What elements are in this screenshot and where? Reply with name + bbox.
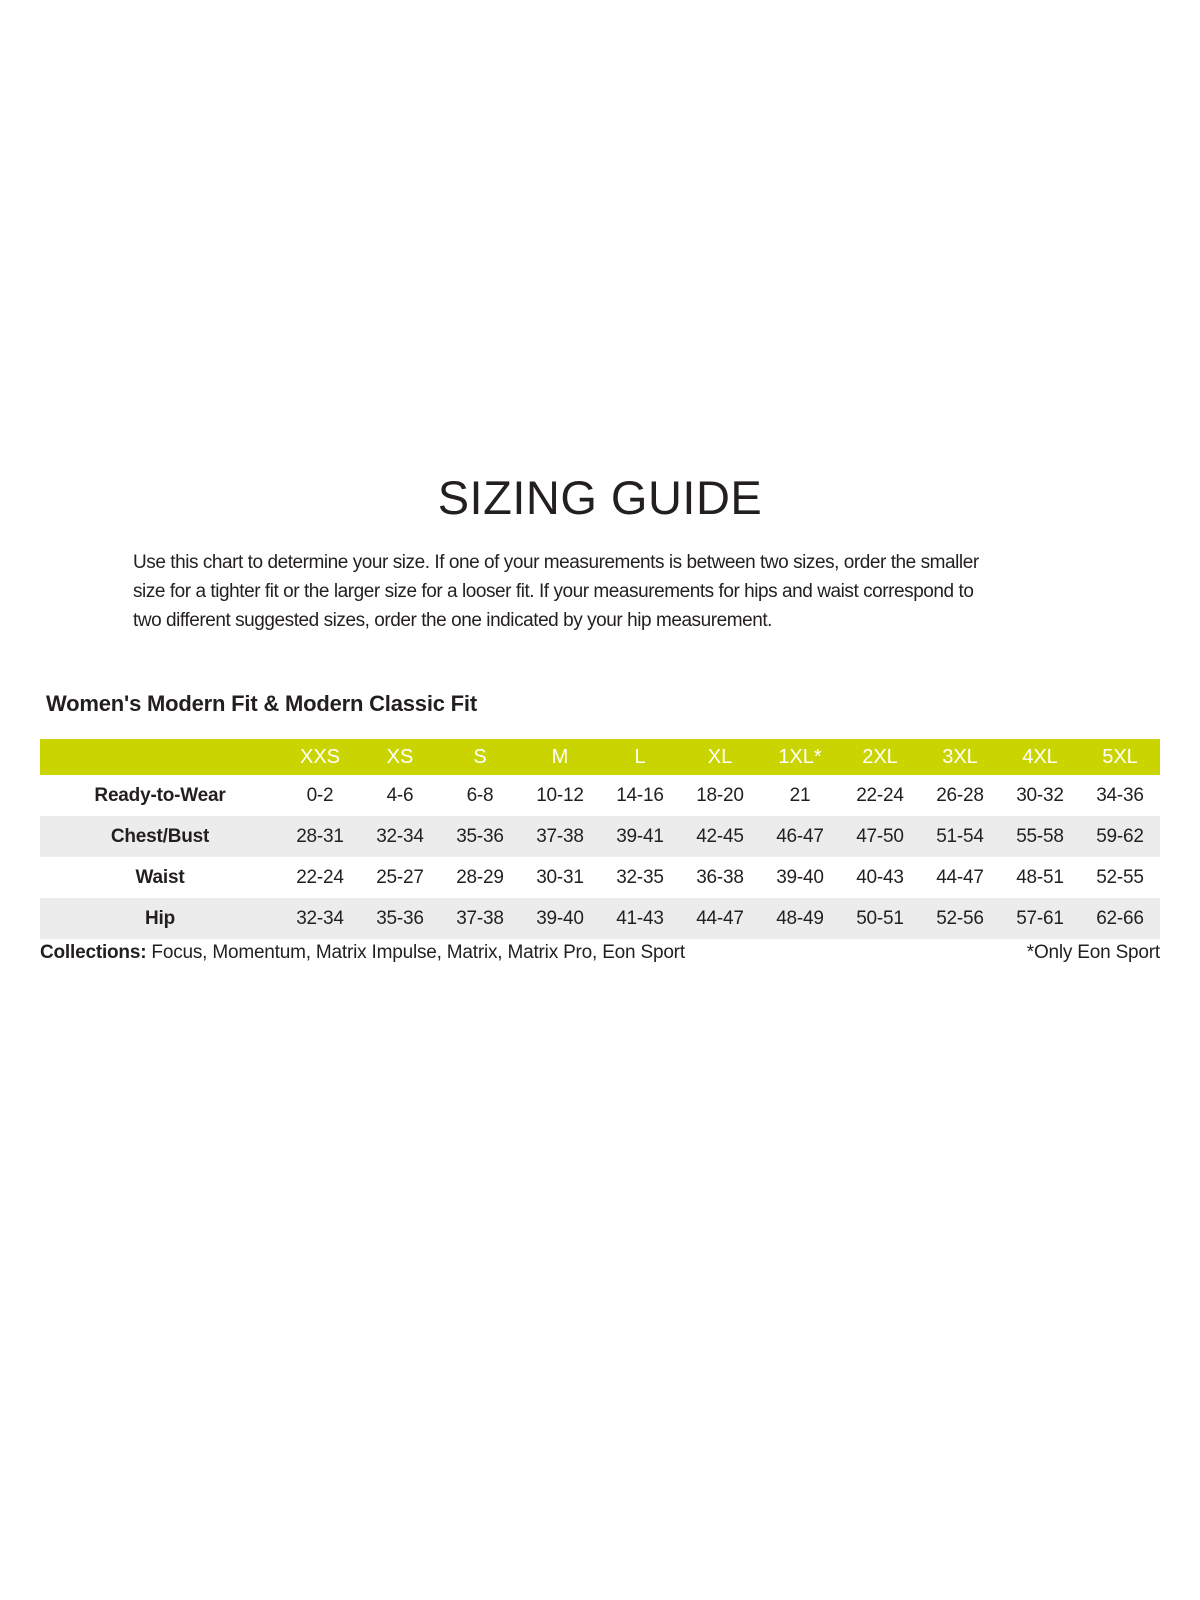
intro-line: size for a tighter fit or the larger size for a looser fit. If your measurements for hips and waist correspond to [133,581,974,602]
intro-line: Use this chart to determine your size. If one of your measurements is between two sizes, order the smaller [133,552,979,573]
size-cell: 34-36 [1096,784,1144,806]
row-label: Waist [135,866,185,888]
size-column-header: XL [680,739,760,775]
size-cell: 14-16 [616,784,664,806]
size-cell: 39-40 [776,866,824,888]
size-cell: 6-8 [466,784,494,806]
page-title: SIZING GUIDE [437,471,763,524]
size-cell: 62-66 [1080,898,1160,939]
size-cell: 21 [789,784,811,806]
size-cell: 28-29 [456,866,504,888]
collections-note [40,942,685,964]
size-cell: 41-43 [600,898,680,939]
size-cell: 26-28 [936,784,984,806]
size-cell: 44-47 [936,866,984,888]
size-cell: 18-20 [696,784,744,806]
size-cell: 46-47 [760,816,840,857]
size-cell: 37-38 [440,898,520,939]
size-header-row [40,739,1160,775]
size-cell: 44-47 [680,898,760,939]
size-cell: 28-31 [280,816,360,857]
size-cell: 48-49 [760,898,840,939]
size-cell: 30-31 [536,866,584,888]
size-cell: 32-34 [280,898,360,939]
size-header-spacer [40,739,280,775]
size-cell: 39-41 [600,816,680,857]
row-label: Chest/Bust [40,816,280,857]
footer-line [40,942,1160,964]
size-column-header: M [520,739,600,775]
size-cell: 42-45 [680,816,760,857]
size-cell: 30-32 [1016,784,1064,806]
size-cell: 55-58 [1000,816,1080,857]
size-cell: 0-2 [306,784,334,806]
size-cell: 36-38 [696,866,744,888]
table-row [40,816,1160,857]
size-cell: 22-24 [856,784,904,806]
table-row [40,898,1160,939]
size-cell: 52-56 [920,898,1000,939]
intro-line: two different suggested sizes, order the one indicated by your hip measurement. [133,610,772,631]
size-column-header: XXS [280,739,360,775]
size-chart-table [40,739,1160,939]
size-table-body [40,775,1160,939]
size-cell: 35-36 [440,816,520,857]
size-column-header: XS [360,739,440,775]
size-cell: 4-6 [386,784,414,806]
size-cell: 57-61 [1000,898,1080,939]
size-cell: 52-55 [1096,866,1144,888]
size-cell: 32-35 [616,866,664,888]
size-cell: 51-54 [920,816,1000,857]
section-heading: Women's Modern Fit & Modern Classic Fit [46,691,477,716]
size-column-header: L [600,739,680,775]
size-cell: 48-51 [1016,866,1064,888]
size-cell: 22-24 [296,866,344,888]
size-column-header: 3XL [920,739,1000,775]
size-cell: 47-50 [840,816,920,857]
size-cell: 10-12 [536,784,584,806]
size-cell: 59-62 [1080,816,1160,857]
size-cell: 35-36 [360,898,440,939]
size-cell: 39-40 [520,898,600,939]
size-column-header: 4XL [1000,739,1080,775]
collections-list: Focus, Momentum, Matrix Impulse, Matrix, Matrix Pro, Eon Sport [146,942,685,963]
table-row [40,857,1160,898]
footnote-only-eon-sport: *Only Eon Sport [1026,942,1160,963]
intro-paragraph [133,548,1073,635]
size-cell: 40-43 [856,866,904,888]
table-row [40,775,1160,816]
size-column-header: 5XL [1080,739,1160,775]
size-cell: 50-51 [840,898,920,939]
size-cell: 37-38 [520,816,600,857]
size-column-header: 1XL* [760,739,840,775]
size-column-header: S [440,739,520,775]
row-label: Ready-to-Wear [94,784,226,806]
collections-label: Collections: [40,942,147,963]
size-column-header: 2XL [840,739,920,775]
row-label: Hip [40,898,280,939]
size-cell: 25-27 [376,866,424,888]
size-cell: 32-34 [360,816,440,857]
